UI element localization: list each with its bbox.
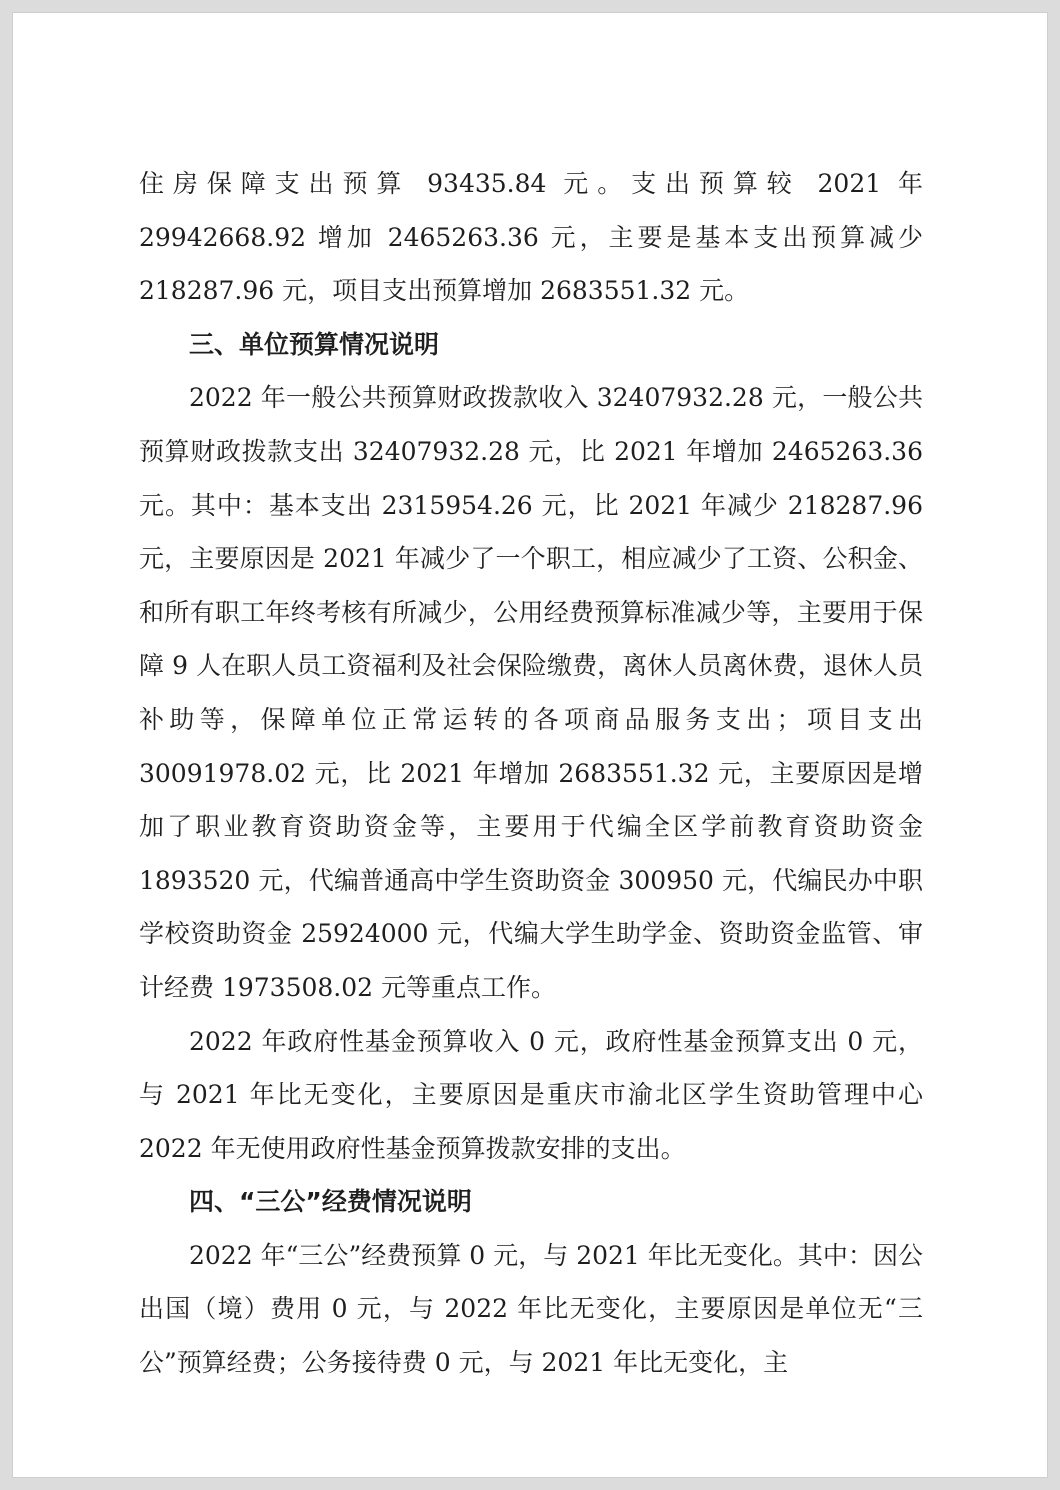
paragraph-government-fund: 2022 年政府性基金预算收入 0 元，政府性基金预算支出 0 元，与 2021 年比无变化，主要原因是重庆市渝北区学生资助管理中心 2022 年无使用政府性基金预算拨款安排的支出。 xyxy=(139,1026,923,1163)
document-body xyxy=(139,157,923,1390)
paragraph-three-public-expenses: 2022 年“三公”经费预算 0 元，与 2021 年比无变化。其中：因公出国（境）费用 0 元，与 2022 年比无变化，主要原因是单位无“三公”预算经费；公务接待费 0 元，与 2021 年比无变化，主 xyxy=(139,1240,923,1378)
paragraph-general-budget: 2022 年一般公共预算财政拨款收入 32407932.28 元，一般公共预算财政拨款支出 32407932.28 元，比 2021 年增加 2465263.36 元。其中：基本支出 2315954.26 元，比 2021 年减少 218287.96 元，主要原因是 2021 年减少了一个职工，相应减少了工资、公积金、和所有职工年终考核有所减少，公用经费预算标准减少等，主要用于保障 9 人在职人员工资福利及社会保险缴费，离休人员离休费，退休人员补助等，保障单位正常运转的各项商品服务支出；项目支出 30091978.02 元，比 2021 年增加 2683551.32 元，主要原因是增加了职业教育资助资金等，主要用于代编全区学前教育资助资金 1893520 元，代编普通高中学生资助资金 300950 元，代编民办中职学校资助资金 25924000 元，代编大学生助学金、资助资金监管、审计经费 1973508.02 元等重点工作。 xyxy=(139,383,923,1002)
section-heading-three-public: 四、“三公”经费情况说明 xyxy=(189,1187,472,1217)
document-page xyxy=(12,12,1048,1478)
paragraph-expenditure-summary: 住房保障支出预算 93435.84 元。支出预算较 2021 年 29942668.92 增加 2465263.36 元，主要是基本支出预算减少 218287.96 元，项目支出预算增加 2683551.32 元。 xyxy=(139,169,923,306)
section-heading-unit-budget: 三、单位预算情况说明 xyxy=(189,329,440,359)
